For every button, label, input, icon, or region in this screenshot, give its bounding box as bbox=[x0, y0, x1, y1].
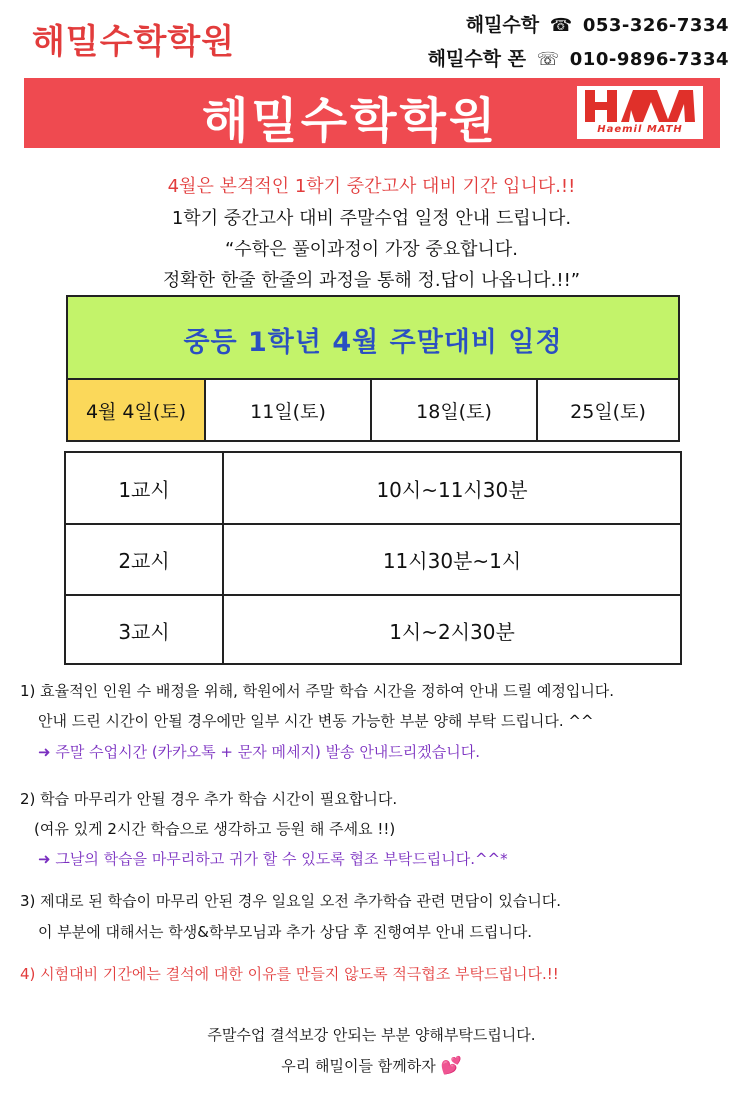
note-1-line-1: 1) 효율적인 인원 수 배정을 위해, 학원에서 주말 학습 시간을 정하여 안내 드릴 예정입니다. bbox=[20, 682, 615, 700]
intro-headline: 4월은 본격적인 1학기 중간고사 대비 기간 입니다.!! bbox=[167, 176, 576, 197]
note-1-line-2: 안내 드린 시간이 안될 경우에만 일부 시간 변동 가능한 부분 양해 부탁 드립니다. ^^ bbox=[38, 712, 594, 730]
academy-name: 해밀수학학원 bbox=[32, 22, 236, 62]
period-label: 2교시 bbox=[66, 524, 224, 594]
date-cell: 25일(토) bbox=[570, 400, 646, 423]
note-4-line-1: 4) 시험대비 기간에는 결석에 대한 이유를 만들지 않도록 적극협조 부탁드립니다.!! bbox=[20, 965, 559, 983]
contact-label: 해밀수학 bbox=[465, 14, 540, 36]
table-row bbox=[66, 524, 680, 596]
note-2-arrow-line: ➜ 그날의 학습을 마무리하고 귀가 할 수 있도록 협조 부탁드립니다.^^* bbox=[38, 850, 508, 868]
contact-mobile-number[interactable]: 010-9896-7334 bbox=[569, 49, 729, 70]
date-cell-highlighted: 4월 4일(토) bbox=[68, 380, 206, 440]
contact-label: 해밀수학 폰 bbox=[427, 48, 527, 70]
period-time: 10시~11시30분 bbox=[376, 477, 528, 502]
contact-phone-number[interactable]: 053-326-7334 bbox=[582, 15, 729, 36]
academy-logo bbox=[577, 86, 703, 139]
date-cell: 18일(토) bbox=[372, 380, 538, 440]
table-row bbox=[66, 595, 680, 665]
note-1-arrow-line: ➜ 주말 수업시간 (카카오톡 + 문자 메세지) 발송 안내드리겠습니다. bbox=[38, 743, 481, 761]
schedule-title: 중등 1학년 4월 주말대비 일정 bbox=[183, 327, 563, 358]
date-row bbox=[66, 380, 680, 442]
title-banner bbox=[24, 78, 720, 148]
note-3-line-1: 3) 제대로 된 학습이 마무리 안된 경우 일요일 오전 추가학습 관련 면담이 있습니다. bbox=[20, 892, 562, 910]
contact-line-mobile bbox=[428, 44, 729, 71]
closing-text: 우리 해밀이들 함께하자 bbox=[281, 1057, 436, 1075]
period-time: 11시30분~1시 bbox=[382, 548, 522, 573]
note-2-line-2: (여유 있게 2시간 학습으로 생각하고 등원 해 주세요 !!) bbox=[34, 820, 396, 838]
heart-icon: 💕 bbox=[440, 1056, 462, 1076]
phone-icon: ☎ bbox=[549, 15, 573, 36]
note-3-line-2: 이 부분에 대해서는 학생&학부모님과 추가 상담 후 진행여부 안내 드립니다. bbox=[38, 923, 533, 941]
note-2-line-1: 2) 학습 마무리가 안될 경우 추가 학습 시간이 필요합니다. bbox=[20, 790, 398, 808]
logo-text: Haemil MATH bbox=[597, 124, 683, 135]
intro-text: 1학기 중간고사 대비 주말수업 일정 안내 드립니다. bbox=[171, 208, 572, 229]
closing-line-1: 주말수업 결석보강 안되는 부분 양해부탁드립니다. bbox=[207, 1026, 536, 1044]
period-table bbox=[64, 451, 682, 665]
closing-line-2 bbox=[0, 1055, 743, 1076]
banner-title: 해밀수학학원 bbox=[202, 93, 499, 149]
table-row bbox=[66, 453, 680, 525]
intro-quote-line: “수학은 풀이과정이 가장 중요합니다. bbox=[224, 239, 519, 260]
period-time: 1시~2시30분 bbox=[389, 619, 515, 644]
intro-quote-line: 정확한 한줄 한줄의 과정을 통해 정.답이 나옵니다.!!” bbox=[162, 270, 581, 291]
schedule-header bbox=[66, 295, 680, 380]
date-cell: 11일(토) bbox=[206, 380, 372, 440]
phone-outline-icon: ☏ bbox=[536, 49, 560, 70]
contact-line-academy bbox=[466, 10, 729, 37]
logo-mark-icon bbox=[583, 88, 697, 124]
period-label: 3교시 bbox=[66, 595, 224, 665]
period-label: 1교시 bbox=[66, 453, 224, 523]
